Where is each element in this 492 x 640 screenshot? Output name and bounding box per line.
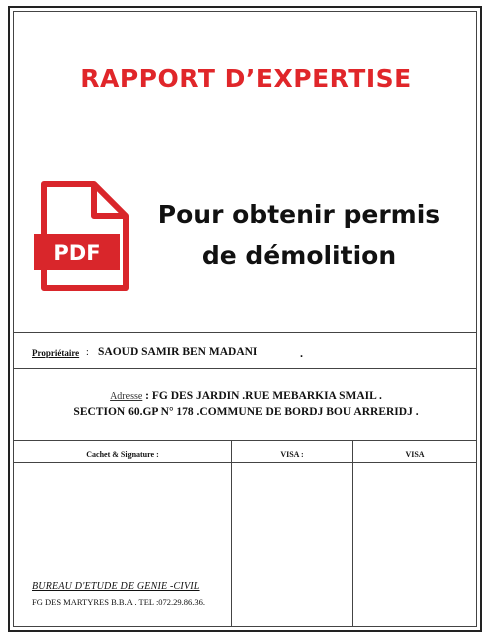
address-label: Adresse (110, 391, 143, 402)
column-divider-1 (231, 440, 232, 627)
inner-frame (13, 11, 477, 627)
pdf-icon-label: PDF (53, 241, 101, 265)
subtitle-line-1: Pour obtenir permis (157, 200, 441, 229)
owner-label: Propriétaire (32, 348, 80, 358)
subtitle-line-2: de démolition (201, 241, 397, 270)
divider-address (13, 440, 477, 441)
pdf-file-icon (32, 180, 132, 292)
header-visa-1: VISA : (280, 450, 304, 459)
divider-top (13, 332, 477, 333)
document-title: RAPPORT D’EXPERTISE (80, 64, 412, 93)
bureau-address: FG DES MARTYRES B.B.A . TEL :072.29.86.36. (32, 597, 206, 607)
address-street: : FG DES JARDIN .RUE MEBARKIA SMAIL . (145, 390, 382, 402)
document-subtitle (134, 194, 464, 276)
address-line-2: SECTION 60.GP N° 178 .COMMUNE DE BORDJ BOU ARRERIDJ . (73, 406, 419, 418)
divider-owner (13, 368, 477, 369)
divider-header (13, 462, 477, 463)
owner-trailing-dot: . (300, 346, 303, 360)
owner-name: SAOUD SAMIR BEN MADANI (98, 346, 258, 358)
header-cachet-signature: Cachet & Signature : (86, 450, 159, 459)
column-divider-2 (352, 440, 353, 627)
header-visa-2: VISA (405, 450, 425, 459)
owner-separator: : (86, 347, 89, 358)
address-line-1 (0, 390, 492, 402)
bureau-name: BUREAU D'ETUDE DE GENIE -CIVIL (32, 581, 200, 592)
